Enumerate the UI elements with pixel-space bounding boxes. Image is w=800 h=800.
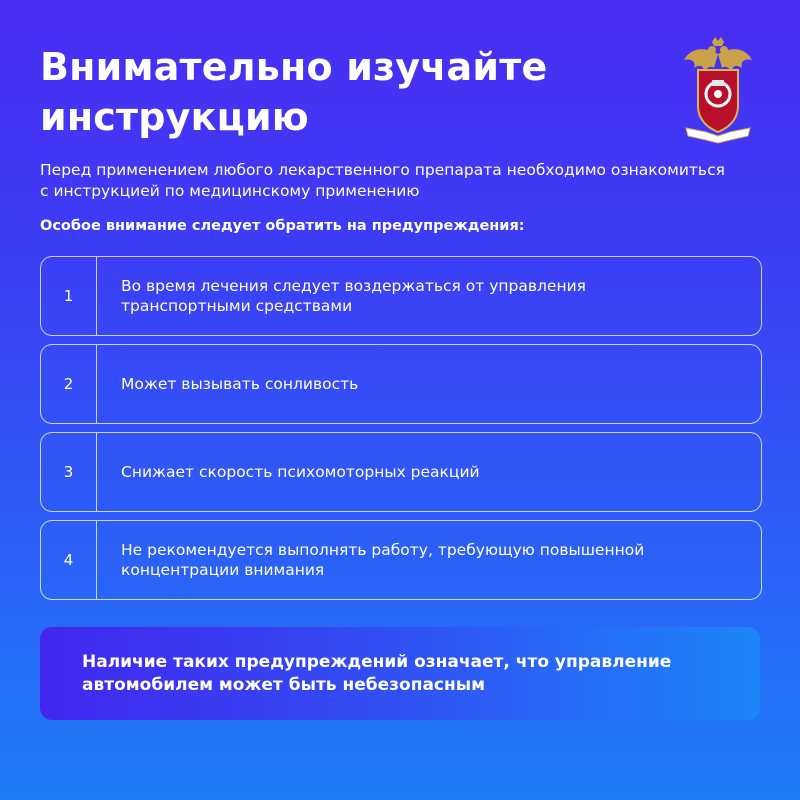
conclusion-text: Наличие таких предупреждений означает, что управление автомобилем может быть небезопасным (82, 651, 672, 695)
warning-item (40, 256, 762, 336)
warning-item (40, 344, 762, 424)
warning-number: 1 (41, 257, 97, 335)
intro-text: Перед применением любого лекарственного препарата необходимо ознакомиться с инструкцией по медицинскому применению (40, 161, 725, 200)
warning-number: 4 (41, 521, 97, 599)
warning-text: Снижает скорость психомоторных реакций (121, 463, 480, 481)
police-emblem-icon (682, 36, 754, 144)
page-title: Внимательно изучайте инструкцию (40, 45, 548, 139)
warning-number: 2 (41, 345, 97, 423)
warning-text: Не рекомендуется выполнять работу, требующую повышенной концентрации внимания (121, 541, 645, 579)
warning-item (40, 520, 762, 600)
warning-item (40, 432, 762, 512)
warning-number: 3 (41, 433, 97, 511)
conclusion-note (40, 627, 760, 720)
warning-text: Может вызывать сонливость (121, 375, 359, 393)
warning-text: Во время лечения следует воздержаться от управления транспортными средствами (121, 277, 586, 315)
warnings-subheading: Особое внимание следует обратить на предупреждения: (40, 218, 525, 234)
